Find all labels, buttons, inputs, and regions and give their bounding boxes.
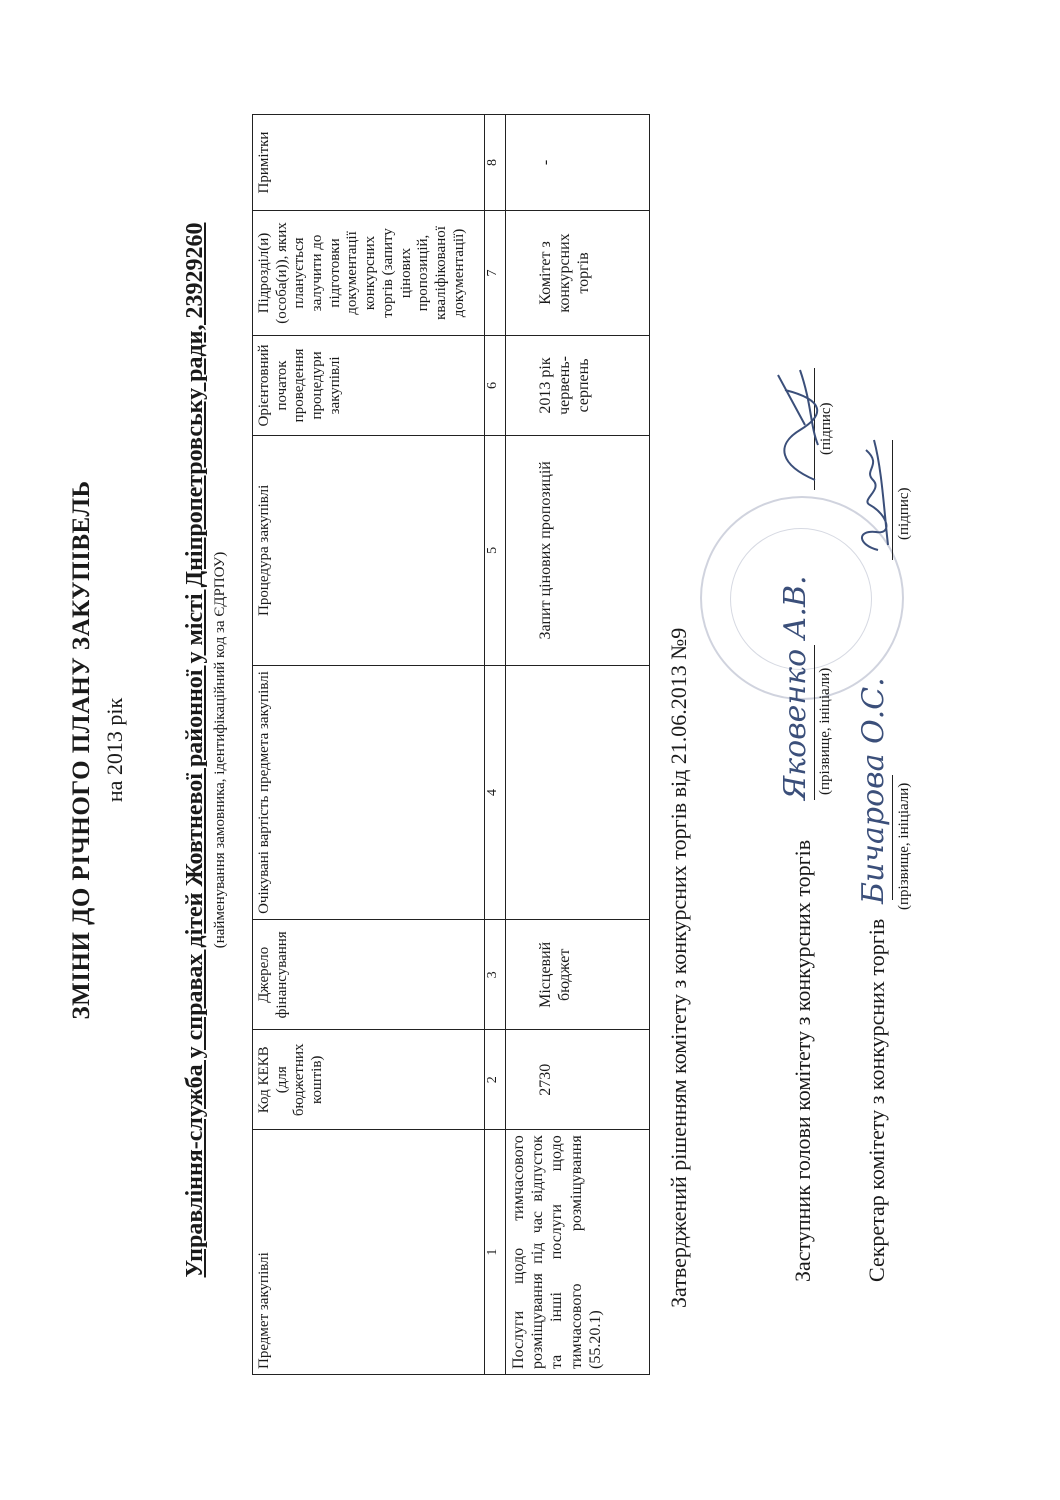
column-number: 4 (485, 665, 506, 920)
organization-hint: (найменування замовника, ідентифікаційний код за ЄДРПОУ) (212, 551, 228, 949)
deputy-name-line (814, 645, 815, 800)
organization-name: Управління-служба у справах дітей Жовтневої районної у місті Дніпропетровську ради, 23929260 (182, 222, 208, 1278)
cell-funding: Місцевий бюджет (506, 920, 650, 1030)
cell-subject: Послуги щодо тимчасового розміщування під час відпусток та інші послуги щодо тимчасового розміщування (55.20.1) (506, 1130, 650, 1375)
secretary-sign-hint: (підпис) (896, 487, 912, 540)
column-number: 6 (485, 335, 506, 435)
document-title: ЗМІНИ ДО РІЧНОГО ПЛАНУ ЗАКУПІВЕЛЬ (68, 480, 95, 1020)
cell-notes: - (506, 115, 650, 211)
header-department: Підрозділ(и) (особа(и)), яких планується залучити до підготовки документації конкурсних торгів (запиту цінових пропозицій, кваліфікованої документації) (253, 211, 485, 336)
header-notes: Примітки (253, 115, 485, 211)
secretary-name-hint: (прізвище, ініціали) (896, 782, 912, 910)
secretary-signature (848, 435, 900, 560)
deputy-role: Заступник голови комітету з конкурсних торгів (790, 839, 815, 1282)
table-row (506, 115, 650, 1375)
deputy-sign-hint: (підпис) (818, 402, 834, 455)
document-year: на 2013 рік (102, 697, 127, 803)
procurement-table (252, 114, 650, 1375)
secretary-name-handwritten: Бичарова О.С. (856, 677, 891, 904)
secretary-role: Секретар комітету з конкурсних торгів (864, 918, 889, 1282)
column-number-row (485, 115, 506, 1375)
header-cost: Очікувані вартість предмета закупівлі (253, 665, 485, 920)
header-subject: Предмет закупівлі (253, 1130, 485, 1375)
header-start: Орієнтовний початок проведення процедури закупівлі (253, 335, 485, 435)
cell-kekv: 2730 (506, 1030, 650, 1130)
cell-procedure: Запит цінових пропозицій (506, 435, 650, 665)
approval-statement: Затверджений рішенням комітету з конкурсних торгів від 21.06.2013 №9 (666, 627, 691, 1308)
column-number: 1 (485, 1130, 506, 1375)
column-number: 5 (485, 435, 506, 665)
column-number: 8 (485, 115, 506, 211)
secretary-name-line (892, 775, 893, 900)
deputy-name-handwritten: Яковенко А.В. (778, 575, 813, 800)
column-number: 2 (485, 1030, 506, 1130)
deputy-name-hint: (прізвище, ініціали) (817, 667, 833, 795)
cell-cost (506, 665, 650, 920)
column-number: 3 (485, 920, 506, 1030)
cell-department: Комітет з конкурсних торгів (506, 211, 650, 336)
header-kekv: Код КЕКВ (для бюджетних коштів) (253, 1030, 485, 1130)
cell-start: 2013 рік червень-серпень (506, 335, 650, 435)
header-procedure: Процедура закупівлі (253, 435, 485, 665)
column-number: 7 (485, 211, 506, 336)
table-header-row (253, 115, 485, 1375)
header-funding: Джерело фінансування (253, 920, 485, 1030)
